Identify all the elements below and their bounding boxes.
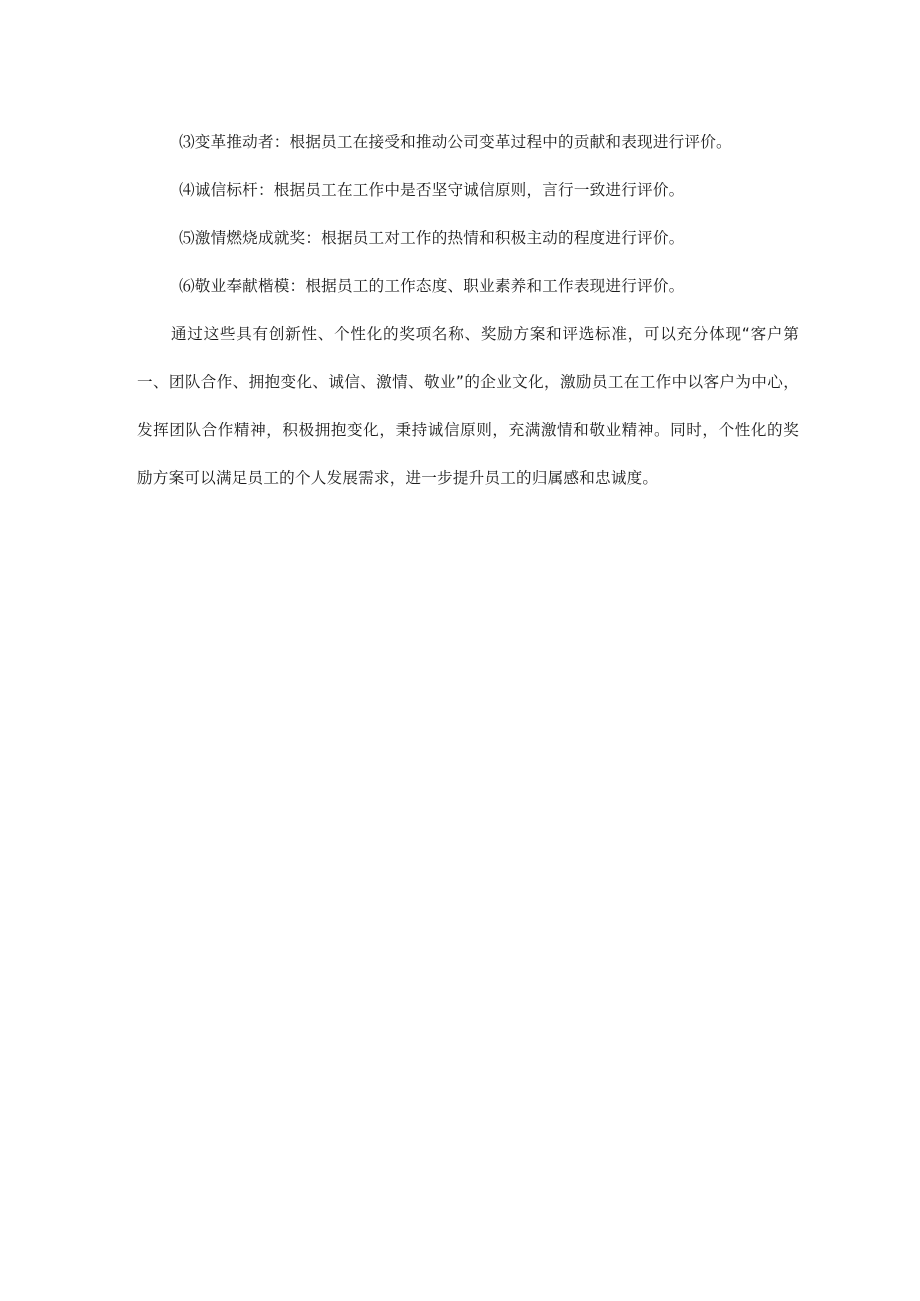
document-body (137, 126, 799, 502)
award-item-5: ⑸激情燃烧成就奖：根据员工对工作的热情和积极主动的程度进行评价。 (179, 229, 685, 247)
award-item-3: ⑶变革推动者：根据员工在接受和推动公司变革过程中的贡献和表现进行评价。 (179, 133, 732, 151)
award-item-6: ⑹敬业奉献楷模：根据员工的工作态度、职业素养和工作表现进行评价。 (179, 277, 685, 295)
summary-paragraph: 通过这些具有创新性、个性化的奖项名称、奖励方案和评选标准，可以充分体现“客户第一、团队合作、拥抱变化、诚信、激情、敬业”的企业文化，激励员工在工作中以客户为中心，发挥团队合作精神，积极拥抱变化，秉持诚信原则，充满激情和敬业精神。同时，个性化的奖励方案可以满足员工的个人发展需求，进一步提升员工的归属感和忠诚度。 (137, 325, 799, 487)
award-item-4: ⑷诚信标杆：根据员工在工作中是否坚守诚信原则，言行一致进行评价。 (179, 181, 685, 199)
